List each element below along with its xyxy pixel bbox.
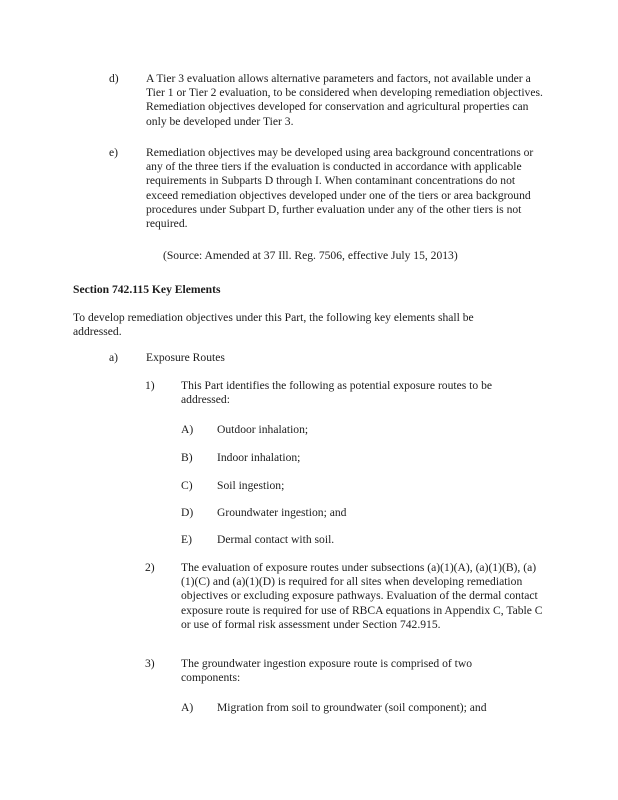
sub2-label: 2) xyxy=(145,561,155,574)
list-item-text: Outdoor inhalation; xyxy=(217,423,309,436)
list-item-text: Migration from soil to groundwater (soil component); and xyxy=(217,701,487,714)
item-e-label: e) xyxy=(109,146,119,159)
section-intro: To develop remediation objectives under this Part, the following key elements shall be addressed. xyxy=(73,311,474,339)
section-heading: Section 742.115 Key Elements xyxy=(73,283,221,296)
item-e-text: Remediation objectives may be developed using area background concentrations or any of the three tiers if the evaluation is conducted in accordance with applicable requirements in Subparts D through I. When contaminant concentrations do not exceed remediation objectives developed under one of the tiers or area background procedures under Subpart D, further evaluation under any of the other tiers is not required. xyxy=(146,146,534,231)
list-item-text: Soil ingestion; xyxy=(217,479,285,492)
list-item-label: C) xyxy=(181,479,193,492)
item-d-label: d) xyxy=(109,72,119,85)
list-item-label: B) xyxy=(181,451,193,464)
sub2-text: The evaluation of exposure routes under subsections (a)(1)(A), (a)(1)(B), (a)(1)(C) and (a)(1)(D) is required for all sites when developing remediation objectives or excluding exposure pathways. Evaluation of the dermal contact exposure route is required for use of RBCA equations in Appendix C, Table C or use of formal risk assessment under Section 742.915. xyxy=(181,561,543,631)
sub1-label: 1) xyxy=(145,379,155,392)
item-a-title: Exposure Routes xyxy=(146,351,225,364)
list-item-label: D) xyxy=(181,506,194,519)
list-item-text: Groundwater ingestion; and xyxy=(217,506,347,519)
list-item-text: Indoor inhalation; xyxy=(217,451,301,464)
item-a-label: a) xyxy=(109,351,119,364)
source-note: (Source: Amended at 37 Ill. Reg. 7506, effective July 15, 2013) xyxy=(163,249,458,262)
item-d-text: A Tier 3 evaluation allows alternative parameters and factors, not available under a Tier 1 or Tier 2 evaluation, to be considered when developing remediation objectives. Remediation objectives developed for conservation and agricultural properties can only be developed under Tier 3. xyxy=(146,72,543,128)
list-item-text: Dermal contact with soil. xyxy=(217,533,335,546)
sub3-text: The groundwater ingestion exposure route is comprised of two components: xyxy=(181,657,473,685)
sub1-text: This Part identifies the following as potential exposure routes to be addressed: xyxy=(181,379,493,407)
list-item-label: A) xyxy=(181,701,194,714)
list-item-label: E) xyxy=(181,533,192,546)
sub3-label: 3) xyxy=(145,657,155,670)
list-item-label: A) xyxy=(181,423,194,436)
